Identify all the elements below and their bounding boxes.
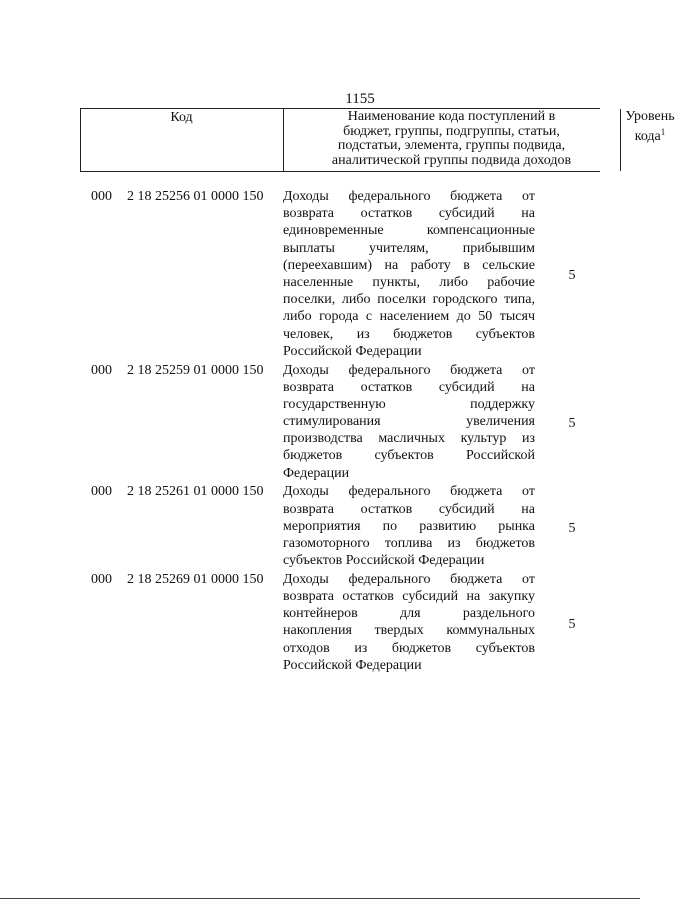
description-line: Доходы федерального бюджета от bbox=[283, 189, 535, 204]
description-line: возврата остатков субсидий на закупку bbox=[283, 589, 535, 605]
description-line: возврата остатков субсидий на bbox=[283, 379, 535, 395]
revenue-description bbox=[283, 571, 535, 674]
description-line: отходов из бюджетов субъектов bbox=[283, 640, 535, 656]
budget-classification-code: 2 18 25261 01 0000 150 bbox=[127, 484, 264, 500]
admin-code: 000 bbox=[91, 571, 112, 587]
revenue-description bbox=[283, 188, 535, 360]
page-number: 1155 bbox=[345, 91, 375, 107]
description-line: Федерации bbox=[283, 465, 350, 481]
description-line: Доходы федерального бюджета от bbox=[283, 484, 535, 500]
code-level: 5 bbox=[568, 616, 576, 632]
budget-classification-code: 2 18 25269 01 0000 150 bbox=[127, 571, 264, 587]
description-line: Доходы федерального бюджета от bbox=[283, 362, 535, 378]
description-line: поселки, либо поселки городского типа, bbox=[283, 292, 535, 308]
description-line: мероприятия по развитию рынка bbox=[283, 518, 535, 534]
footnote-marker: 1 bbox=[660, 126, 666, 137]
header-level-word: кода bbox=[634, 128, 661, 144]
header-level-label bbox=[620, 110, 680, 144]
header-name-line: бюджет, группы, подгруппы, статьи, bbox=[343, 123, 560, 139]
revenue-description bbox=[283, 483, 535, 569]
table-row bbox=[80, 188, 600, 360]
header-code-label: Код bbox=[170, 110, 193, 125]
budget-classification-code: 2 18 25256 01 0000 150 bbox=[127, 189, 264, 204]
header-name-line: Наименование кода поступлений в bbox=[347, 109, 556, 124]
description-line: стимулирования увеличения bbox=[283, 414, 535, 430]
admin-code: 000 bbox=[91, 189, 112, 204]
description-line: выплаты учителям, прибывшим bbox=[283, 240, 535, 256]
table-row bbox=[80, 483, 600, 569]
admin-code: 000 bbox=[91, 362, 112, 378]
description-line: человек, из бюджетов субъектов bbox=[283, 326, 535, 342]
description-line: Доходы федерального бюджета от bbox=[283, 571, 535, 587]
header-level-line2 bbox=[620, 125, 680, 145]
revenue-description bbox=[283, 362, 535, 482]
description-line: газомоторного топлива из бюджетов bbox=[283, 535, 535, 551]
description-line: государственную поддержку bbox=[283, 396, 535, 412]
description-line: либо города с населением до 50 тысяч bbox=[283, 309, 535, 325]
description-line: субъектов Российской Федерации bbox=[283, 553, 485, 569]
description-line: производства масличных культур из bbox=[283, 431, 535, 447]
description-line: контейнеров для раздельного bbox=[283, 606, 535, 622]
page-bottom-line bbox=[0, 898, 640, 899]
code-level: 5 bbox=[568, 416, 576, 432]
description-line: накопления твердых коммунальных bbox=[283, 623, 535, 639]
description-line: возврата остатков субсидий на bbox=[283, 501, 535, 517]
budget-classification-code: 2 18 25259 01 0000 150 bbox=[127, 362, 264, 378]
header-name-label bbox=[283, 110, 620, 168]
description-line: Российской Федерации bbox=[283, 343, 422, 359]
table-row bbox=[80, 571, 600, 674]
description-line: возврата остатков субсидий на bbox=[283, 206, 535, 222]
table-header bbox=[80, 108, 675, 172]
description-line: бюджетов субъектов Российской bbox=[283, 448, 535, 464]
description-line: населенные пункты, либо рабочие bbox=[283, 274, 535, 290]
header-name-line: подстатьи, элемента, группы подвида, bbox=[337, 138, 566, 153]
code-level: 5 bbox=[568, 268, 576, 284]
header-name-line: аналитической группы подвида доходов bbox=[331, 152, 572, 168]
description-line: Российской Федерации bbox=[283, 657, 422, 673]
code-level: 5 bbox=[568, 520, 576, 536]
table-row bbox=[80, 362, 600, 482]
description-line: (переехавшим) на работу в сельские bbox=[283, 257, 535, 273]
header-level-line1: Уровень bbox=[625, 109, 675, 124]
admin-code: 000 bbox=[91, 484, 112, 500]
description-line: единовременные компенсационные bbox=[283, 223, 535, 239]
